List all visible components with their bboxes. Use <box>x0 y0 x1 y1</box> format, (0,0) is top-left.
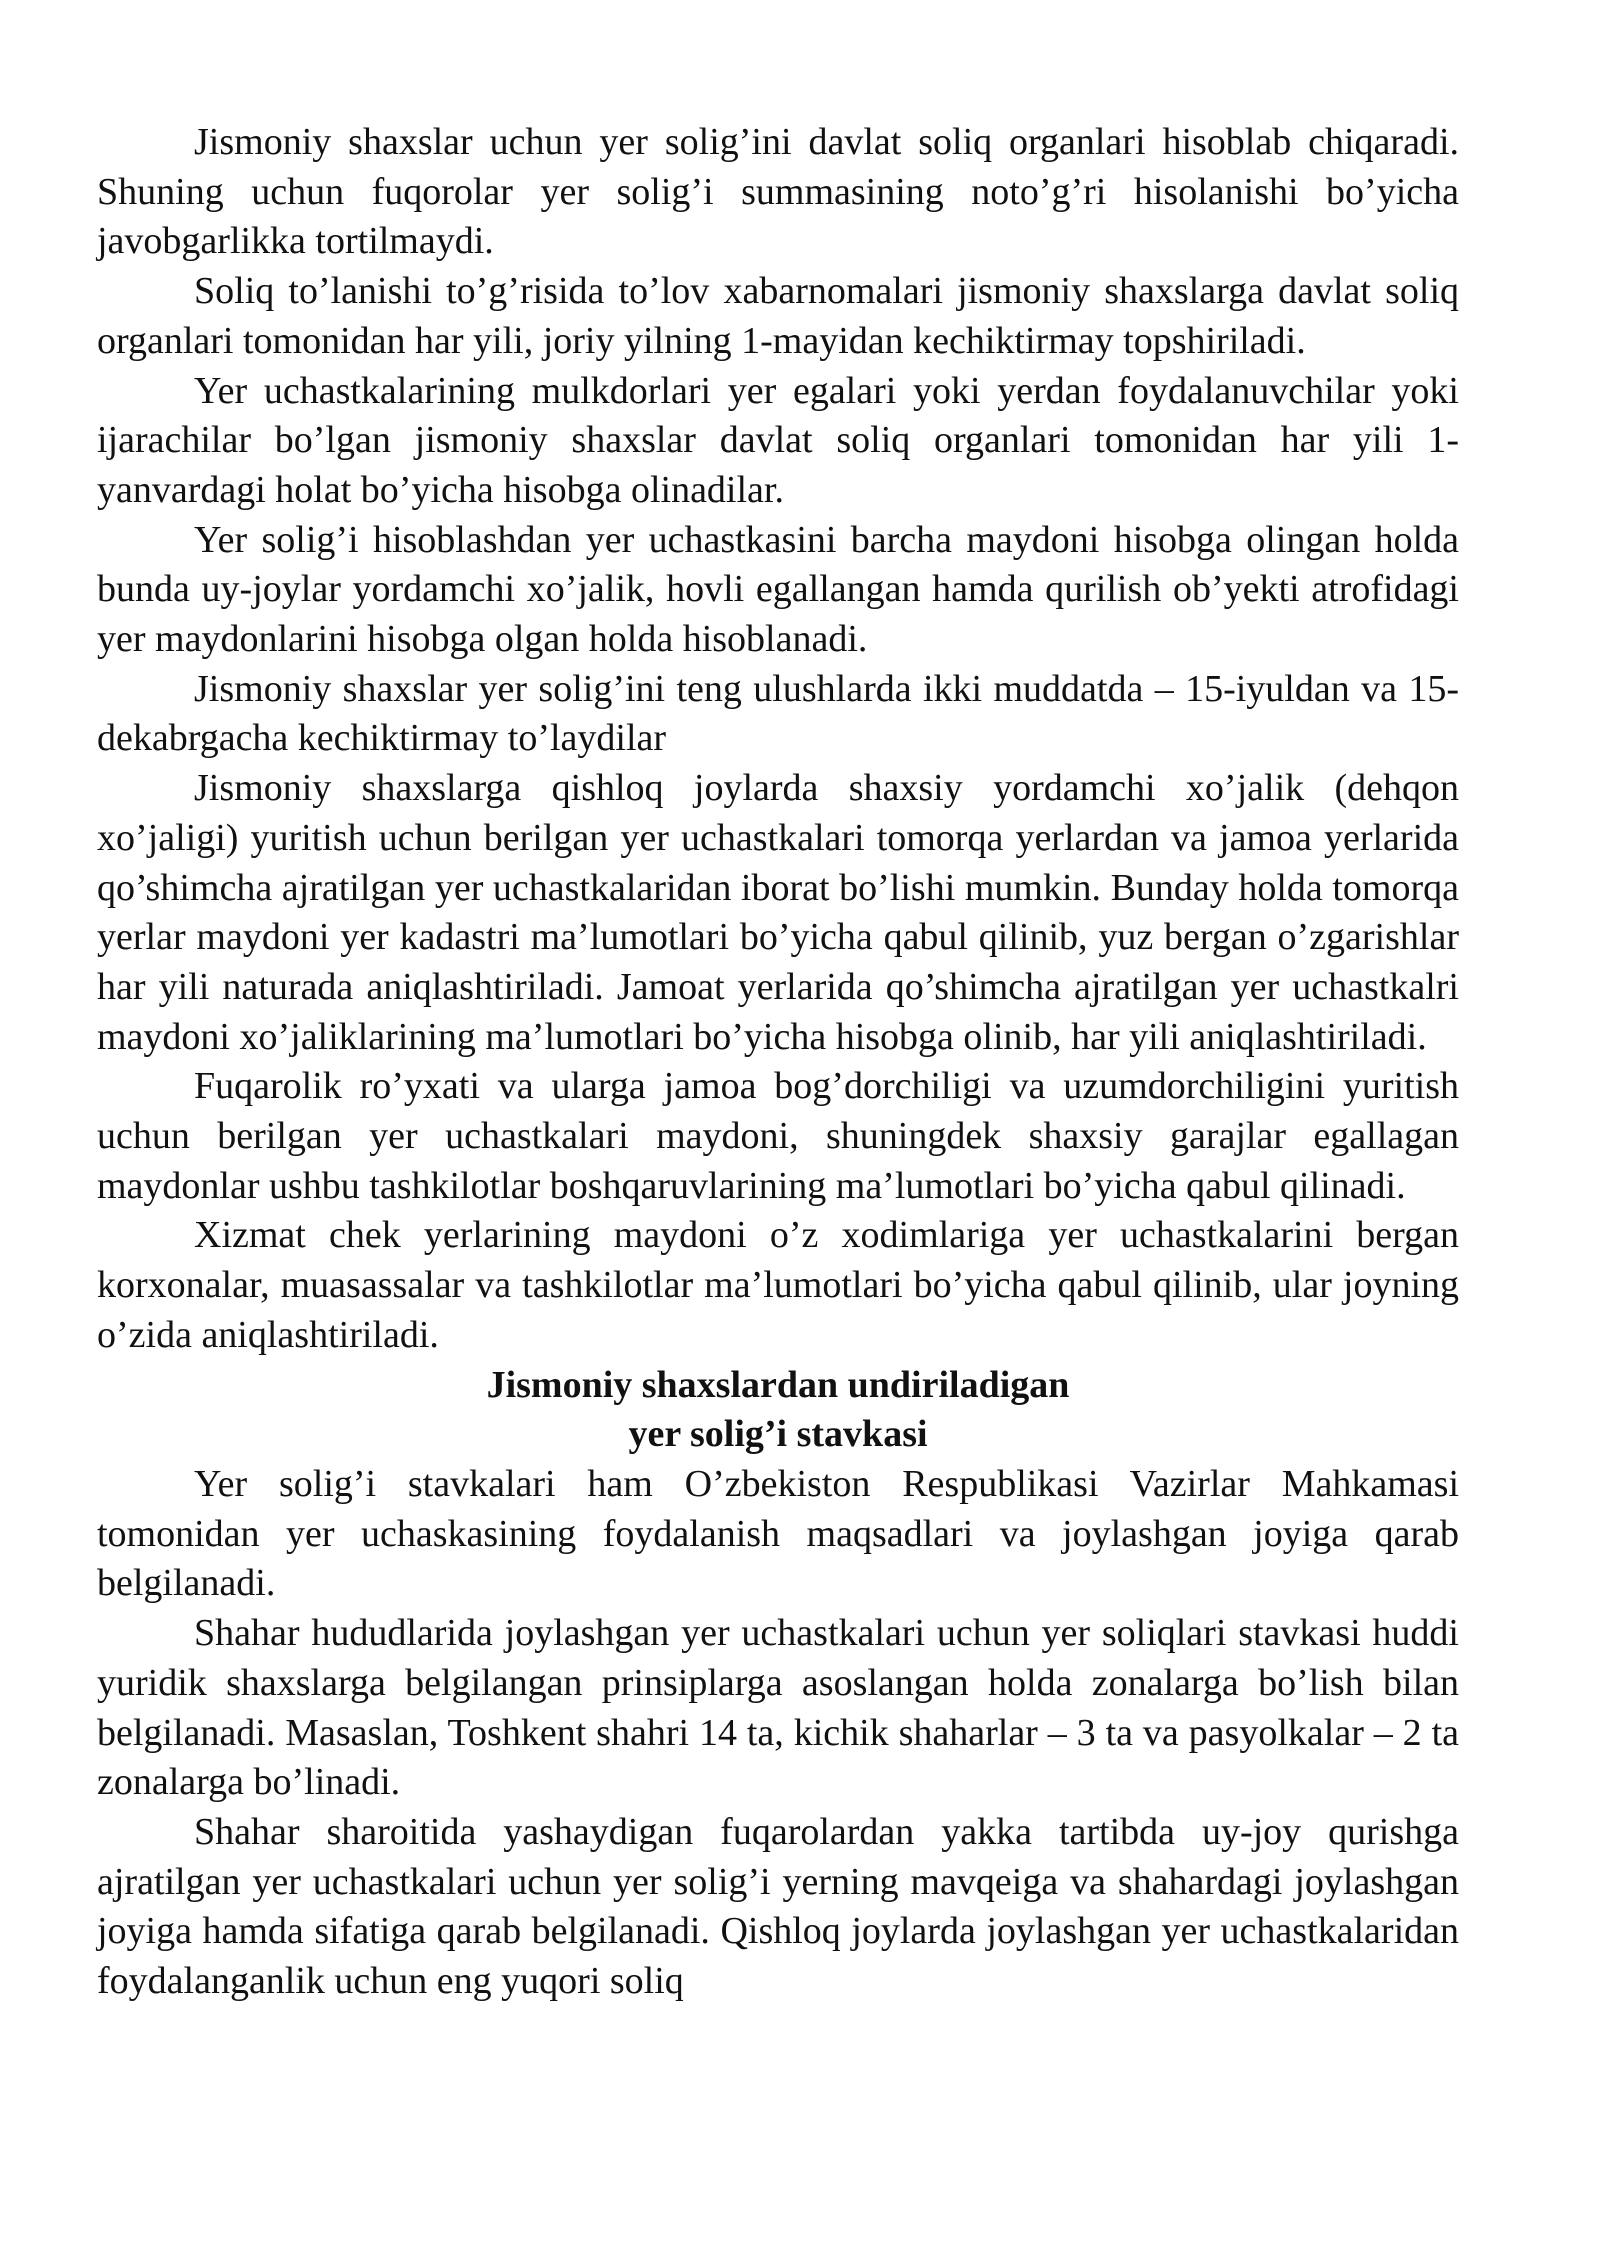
paragraph-10: Shahar hududlarida joylashgan yer uchastkalari uchun yer soliqlari stavkasi huddi yuridik shaxslarga belgilangan prinsiplarga asoslangan holda zonalarga bo’lish bilan belgilanadi. Masaslan, Toshkent shahri 14 ta, kichik shaharlar – 3 ta va pasyolkalar – 2 ta zonalarga bo’linadi. <box>97 1612 1459 1804</box>
paragraph-4: Yer solig’i hisoblashdan yer uchastkasini barcha maydoni hisobga olingan holda bunda uy-joylar yordamchi xo’jalik, hovli egallangan hamda qurilish ob’yekti atrofidagi yer maydonlarini hisobga olgan holda hisoblanadi. <box>97 518 1459 661</box>
document-page <box>97 118 1459 2007</box>
paragraph-8: Xizmat chek yerlarining maydoni o’z xodimlariga yer uchastkalarini bergan korxonalar, muasassalar va tashkilotlar ma’lumotlari bo’yicha qabul qilinib, ular joyning o’zida aniqlashtiriladi. <box>97 1214 1459 1356</box>
paragraph-1: Jismoniy shaxslar uchun yer solig’ini davlat soliq organlari hisoblab chiqaradi. Shuning uchun fuqorolar yer solig’i summasining noto’g’ri hisolanishi bo’yicha javobgarlikka tortilmaydi. <box>97 121 1459 263</box>
paragraph-5: Jismoniy shaxslar yer solig’ini teng ulushlarda ikki muddatda – 15-iyuldan va 15-dekabrgacha kechiktirmay to’laydilar <box>97 667 1459 760</box>
section-heading-line-1: Jismoniy shaxslardan undiriladigan <box>486 1363 1070 1406</box>
paragraph-6: Jismoniy shaxslarga qishloq joylarda shaxsiy yordamchi xo’jalik (dehqon xo’jaligi) yuritish uchun berilgan yer uchastkalari tomorqa yerlardan va jamoa yerlarida qo’shimcha ajratilgan yer uchastkalaridan iborat bo’lishi mumkin. Bunday holda tomorqa yerlar maydoni yer kadastri ma’lumotlari bo’yicha qabul qilinib, yuz bergan o’zgarishlar har yili naturada aniqlashtiriladi. Jamoat yerlarida qo’shimcha ajratilgan yer uchastkalri maydoni xo’jaliklarining ma’lumotlari bo’yicha hisobga olinib, har yili aniqlashtiriladi. <box>97 767 1459 1058</box>
paragraph-7: Fuqarolik ro’yxati va ularga jamoa bog’dorchiligi va uzumdorchiligini yuritish uchun berilgan yer uchastkalari maydoni, shuningdek shaxsiy garajlar egallagan maydonlar ushbu tashkilotlar boshqaruvlarining ma’lumotlari bo’yicha qabul qilinadi. <box>97 1065 1459 1207</box>
paragraph-3: Yer uchastkalarining mulkdorlari yer egalari yoki yerdan foydalanuvchilar yoki ijarachilar bo’lgan jismoniy shaxslar davlat soliq organlari tomonidan har yili 1-yanvardagi holat bo’yicha hisobga olinadilar. <box>97 369 1459 511</box>
section-heading-line-2: yer solig’i stavkasi <box>628 1413 928 1456</box>
paragraph-11: Shahar sharoitida yashaydigan fuqarolardan yakka tartibda uy-joy qurishga ajratilgan yer uchastkalari uchun yer solig’i yerning mavqeiga va shahardagi joylashgan joyiga hamda sifatiga qarab belgilanadi. Qishloq joylarda joylashgan yer uchastkalaridan foydalanganlik uchun eng yuqori soliq <box>97 1810 1459 2003</box>
paragraph-2: Soliq to’lanishi to’g’risida to’lov xabarnomalari jismoniy shaxslarga davlat soliq organlari tomonidan har yili, joriy yilning 1-mayidan kechiktirmay topshiriladi. <box>97 270 1459 362</box>
paragraph-9: Yer solig’i stavkalari ham O’zbekiston Respublikasi Vazirlar Mahkamasi tomonidan yer uchaskasining foydalanish maqsadlari va joylashgan joyiga qarab belgilanadi. <box>97 1462 1459 1605</box>
